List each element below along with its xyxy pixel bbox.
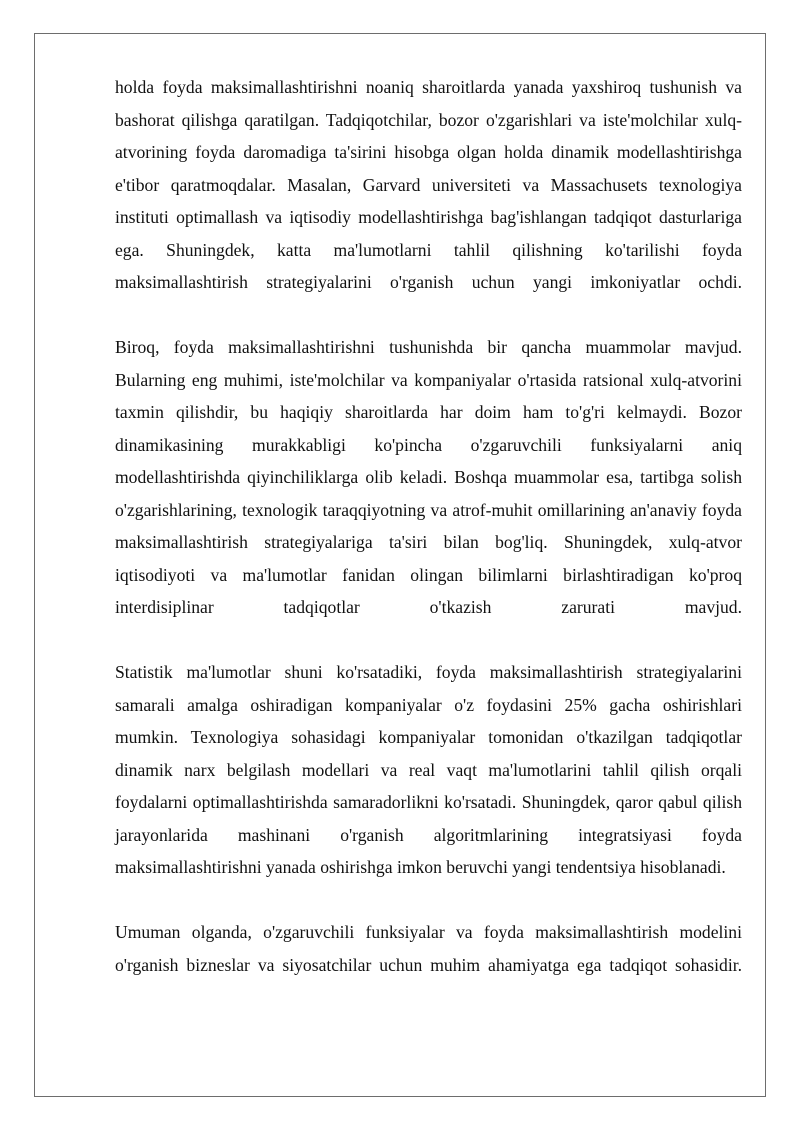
document-body — [115, 71, 742, 1014]
paragraph-2: Biroq, foyda maksimallashtirishni tushunishda bir qancha muammolar mavjud. Bularning eng muhimi, iste'molchilar va kompaniyalar o'rtasida ratsional xulq-atvorini taxmin qilishdir, bu haqiqiy sharoitlarda har doim ham to'g'ri kelmaydi. Bozor dinamikasining murakkabligi ko'pincha o'zgaruvchili funksiyalarni aniq modellashtirishda qiyinchiliklarga olib keladi. Boshqa muammolar esa, tartibga solish o'zgarishlarining, texnologik taraqqiyotning va atrof-muhit omillarining an'anaviy foyda maksimallashtirish strategiyalariga ta'siri bilan bog'liq. Shuningdek, xulq-atvor iqtisodiyoti va ma'lumotlar fanidan olingan bilimlarni birlashtiradigan ko'proq interdisiplinar tadqiqotlar o'tkazish zarurati mavjud. — [115, 337, 742, 617]
paragraph-4: Umuman olganda, o'zgaruvchili funksiyalar va foyda maksimallashtirish modelini o'rganish bizneslar va siyosatchilar uchun muhim ahamiyatga ega tadqiqot sohasidir. — [115, 922, 742, 975]
paragraph-1: holda foyda maksimallashtirishni noaniq sharoitlarda yanada yaxshiroq tushunish va bashorat qilishga qaratilgan. Tadqiqotchilar, bozor o'zgarishlari va iste'molchilar xulq-atvorining foyda daromadiga ta'sirini hisobga olgan holda dinamik modellashtirishga e'tibor qaratmoqdalar. Masalan, Garvard universiteti va Massachusets texnologiya instituti optimallash va iqtisodiy modellashtirishga bag'ishlangan tadqiqot dasturlariga ega. Shuningdek, katta ma'lumotlarni tahlil qilishning ko'tarilishi foyda maksimallashtirish strategiyalarini o'rganish uchun yangi imkoniyatlar ochdi. — [115, 77, 742, 292]
paragraph-3: Statistik ma'lumotlar shuni ko'rsatadiki, foyda maksimallashtirish strategiyalarini samarali amalga oshiradigan kompaniyalar o'z foydasini 25% gacha oshirishlari mumkin. Texnologiya sohasidagi kompaniyalar tomonidan o'tkazilgan tadqiqotlar dinamik narx belgilash modellari va real vaqt ma'lumotlarini tahlil qilish orqali foydalarni optimallashtirishda samaradorlikni ko'rsatadi. Shuningdek, qaror qabul qilish jarayonlarida mashinani o'rganish algoritmlarining integratsiyasi foyda maksimallashtirishni yanada oshirishga imkon beruvchi yangi tendentsiya hisoblanadi. — [115, 662, 742, 877]
